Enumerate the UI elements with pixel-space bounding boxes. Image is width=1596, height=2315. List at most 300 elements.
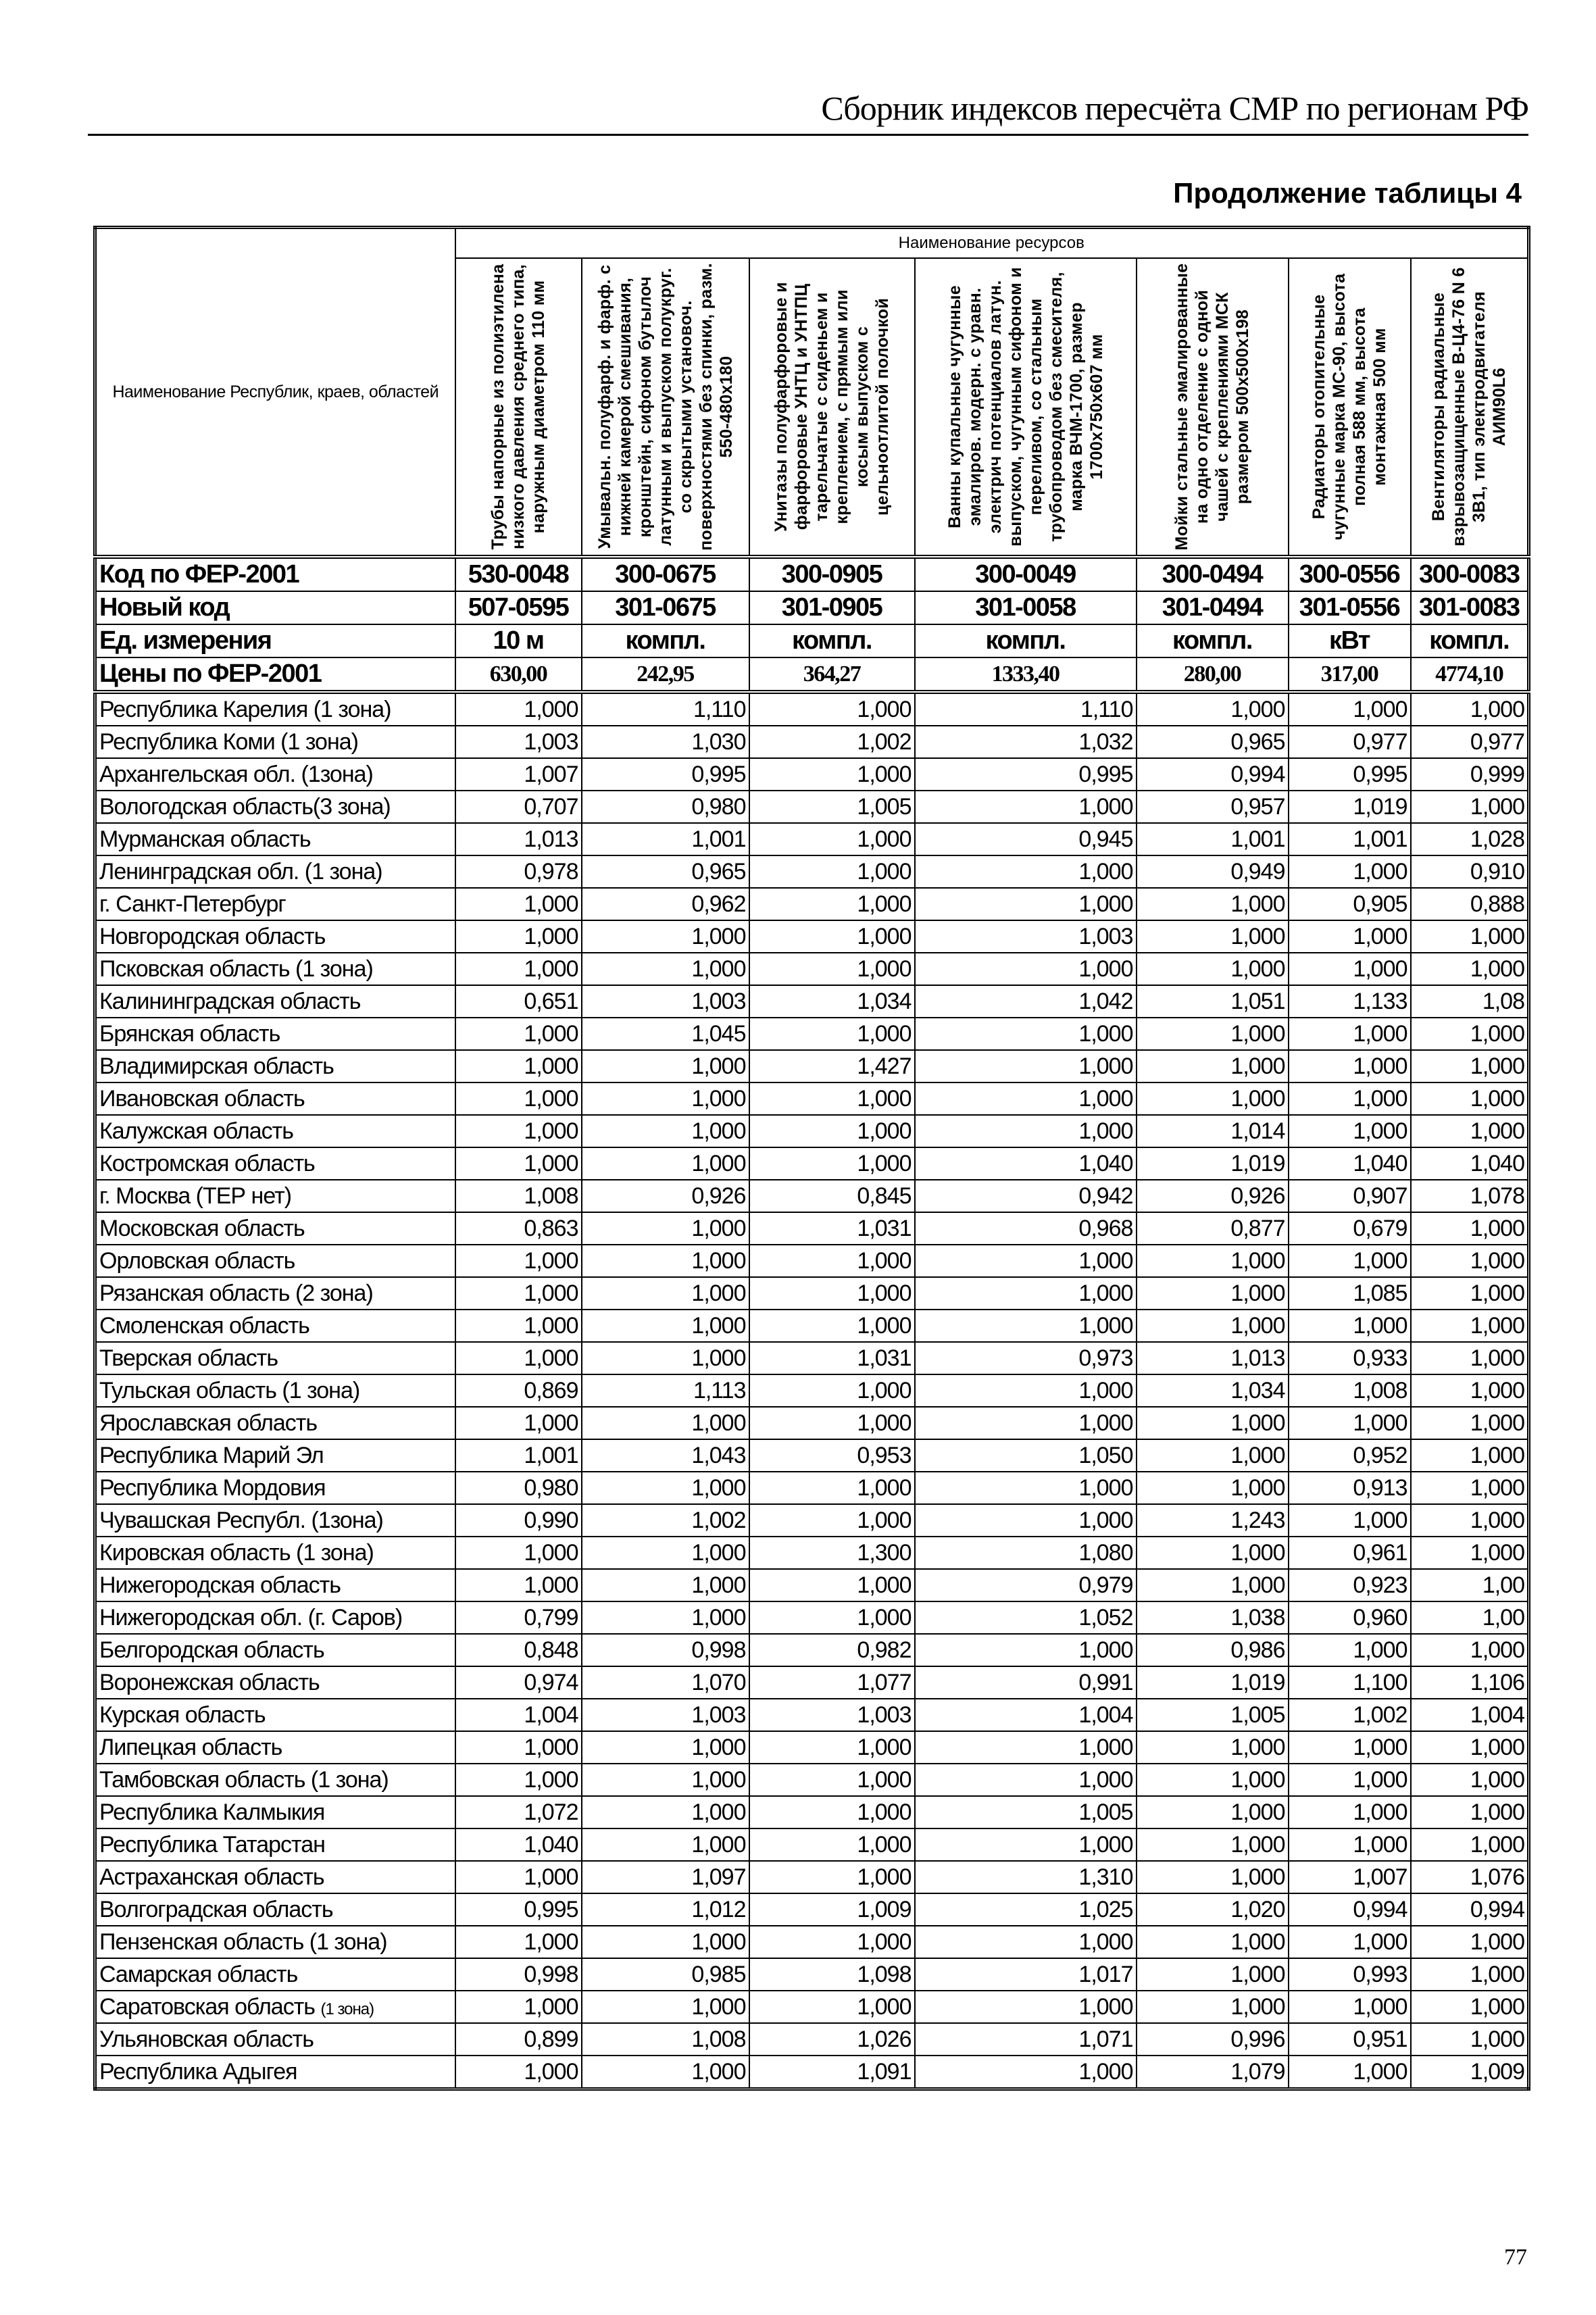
index-value-cell: 1,040	[1411, 1147, 1529, 1180]
region-name: Республика Мордовия	[99, 1474, 326, 1501]
index-value-cell: 1,001	[1289, 823, 1411, 855]
index-value-cell: 1,000	[455, 1991, 582, 2023]
index-value-cell: 1,000	[582, 1407, 749, 1439]
index-value-cell: 1,000	[1411, 1407, 1529, 1439]
index-value-cell: 1,000	[1411, 1212, 1529, 1245]
index-value-cell: 0,957	[1137, 791, 1289, 823]
index-value-cell: 1,009	[749, 1893, 915, 1926]
index-value-cell: 0,990	[455, 1504, 582, 1537]
running-title: Сборник индексов пересчёта СМР по регионам РФ	[88, 86, 1528, 136]
region-name-cell	[95, 953, 455, 985]
index-value-cell: 1,000	[749, 1569, 915, 1601]
region-name: Тульская область (1 зона)	[99, 1377, 360, 1403]
index-value-cell: 1,000	[749, 1245, 915, 1277]
index-value-cell: 1,019	[1137, 1666, 1289, 1699]
resource-name: Трубы напорные из полиэтилена низкого давления среднего типа, наружным диаметром 110 мм	[489, 264, 548, 550]
index-value-cell: 0,999	[1411, 758, 1529, 791]
index-value-cell: 1,000	[1411, 1050, 1529, 1082]
index-value-cell: 1,000	[915, 791, 1137, 823]
index-value-cell: 1,000	[749, 1147, 915, 1180]
index-value-cell: 1,072	[455, 1796, 582, 1828]
index-value-cell: 1,000	[582, 1277, 749, 1310]
table-row	[95, 920, 1529, 953]
index-value-cell: 1,000	[1289, 1050, 1411, 1082]
index-value-cell: 1,070	[582, 1666, 749, 1699]
index-value-cell: 1,000	[1289, 2056, 1411, 2089]
index-value-cell: 1,133	[1289, 985, 1411, 1018]
index-value-cell: 1,000	[455, 953, 582, 985]
index-value-cell: 1,004	[915, 1699, 1137, 1731]
index-value-cell: 1,000	[749, 1991, 915, 2023]
index-value-cell: 1,000	[582, 1245, 749, 1277]
region-name: Мурманская область	[99, 826, 311, 852]
index-value-cell: 1,000	[915, 2056, 1137, 2089]
resource-name: Умывальн. полуфарф. и фарф. с нижней камерой смешивания, кронштейн, сифоном бутылоч латунным и выпуском полукруг. со скрытыми установоч. поверхностями без спинки, разм. 550-480х180	[595, 263, 736, 551]
index-value-cell: 0,985	[582, 1958, 749, 1991]
index-value-cell: 1,000	[1411, 1828, 1529, 1861]
region-name: Новгородская область	[99, 923, 326, 949]
region-name: Республика Татарстан	[99, 1831, 325, 1858]
meta-value: 300-0083	[1411, 557, 1529, 591]
index-value-cell: 1,038	[1137, 1601, 1289, 1634]
region-zone-note: (1 зона)	[320, 1999, 374, 2018]
index-value-cell: 1,000	[455, 1082, 582, 1115]
index-value-cell: 1,000	[749, 1828, 915, 1861]
index-value-cell: 1,000	[1411, 1245, 1529, 1277]
resource-column-header	[749, 258, 915, 557]
table-row	[95, 1374, 1529, 1407]
index-value-cell: 1,110	[915, 692, 1137, 726]
index-value-cell: 1,113	[582, 1374, 749, 1407]
index-value-cell: 1,001	[582, 823, 749, 855]
index-value-cell: 1,000	[749, 1277, 915, 1310]
index-value-cell: 0,980	[582, 791, 749, 823]
region-name-cell	[95, 1991, 455, 2023]
index-value-cell: 0,926	[1137, 1180, 1289, 1212]
resource-name: Радиаторы отопительные чугунные марка МС-90, высота полная 588 мм, высота монтажная 500 мм	[1310, 273, 1389, 541]
region-name-cell	[95, 1504, 455, 1537]
index-value-cell: 1,000	[1137, 1731, 1289, 1764]
region-name: Калужская область	[99, 1118, 293, 1144]
meta-row-price	[95, 657, 1529, 692]
table-row	[95, 1018, 1529, 1050]
index-value-cell: 1,000	[1137, 1958, 1289, 1991]
region-name-cell	[95, 1666, 455, 1699]
resources-group-header: Наименование ресурсов	[455, 228, 1529, 259]
meta-value: 10 м	[455, 624, 582, 657]
meta-row-new-code	[95, 591, 1529, 624]
index-value-cell: 1,098	[749, 1958, 915, 1991]
region-name-cell	[95, 2023, 455, 2056]
index-value-cell: 0,995	[1289, 758, 1411, 791]
index-value-cell: 1,000	[1137, 1050, 1289, 1082]
meta-value: 300-0494	[1137, 557, 1289, 591]
index-value-cell: 0,977	[1411, 726, 1529, 758]
index-value-cell: 1,000	[915, 855, 1137, 888]
table-row	[95, 1277, 1529, 1310]
index-value-cell: 1,034	[749, 985, 915, 1018]
index-value-cell: 1,000	[1289, 1764, 1411, 1796]
resource-column-header	[582, 258, 749, 557]
index-value-cell: 1,007	[455, 758, 582, 791]
index-value-cell: 1,005	[1137, 1699, 1289, 1731]
index-value-cell: 0,905	[1289, 888, 1411, 920]
table-row	[95, 1245, 1529, 1277]
table-row	[95, 1180, 1529, 1212]
index-value-cell: 1,000	[749, 823, 915, 855]
index-value-cell: 1,000	[1411, 1764, 1529, 1796]
index-value-cell: 1,031	[749, 1342, 915, 1374]
index-value-cell: 1,000	[1411, 1731, 1529, 1764]
index-value-cell: 0,899	[455, 2023, 582, 2056]
index-value-cell: 1,000	[749, 1764, 915, 1796]
index-value-cell: 1,000	[1411, 692, 1529, 726]
index-value-cell: 1,050	[915, 1439, 1137, 1472]
index-value-cell: 1,076	[1411, 1861, 1529, 1893]
index-value-cell: 1,243	[1137, 1504, 1289, 1537]
index-value-cell: 1,000	[455, 1115, 582, 1147]
region-name: Волгоградская область	[99, 1896, 333, 1922]
region-name-cell	[95, 1828, 455, 1861]
index-value-cell: 1,000	[1137, 920, 1289, 953]
region-name: Республика Карелия (1 зона)	[99, 696, 391, 722]
index-value-cell: 1,000	[1137, 1018, 1289, 1050]
region-name-cell	[95, 1472, 455, 1504]
index-value-cell: 0,980	[455, 1472, 582, 1504]
index-value-cell: 1,08	[1411, 985, 1529, 1018]
index-value-cell: 1,000	[1411, 1634, 1529, 1666]
index-value-cell: 1,000	[915, 1764, 1137, 1796]
table-row	[95, 823, 1529, 855]
meta-value: кВт	[1289, 624, 1411, 657]
region-name: Смоленская область	[99, 1312, 309, 1339]
index-value-cell: 1,000	[455, 1569, 582, 1601]
region-name-cell	[95, 1180, 455, 1212]
index-value-cell: 1,000	[582, 1472, 749, 1504]
region-name: Владимирская область	[99, 1053, 334, 1079]
index-value-cell: 0,651	[455, 985, 582, 1018]
meta-value: 364,27	[749, 657, 915, 692]
index-value-cell: 1,310	[915, 1861, 1137, 1893]
table-row	[95, 1731, 1529, 1764]
region-name-cell	[95, 726, 455, 758]
table-row	[95, 1342, 1529, 1374]
index-value-cell: 1,000	[582, 1991, 749, 2023]
table-row	[95, 791, 1529, 823]
index-value-cell: 1,000	[582, 2056, 749, 2089]
table-row	[95, 1828, 1529, 1861]
index-value-cell: 1,00	[1411, 1569, 1529, 1601]
table-row	[95, 1472, 1529, 1504]
index-value-cell: 1,000	[1137, 1828, 1289, 1861]
index-value-cell: 1,001	[1137, 823, 1289, 855]
index-value-cell: 0,995	[455, 1893, 582, 1926]
index-value-cell: 1,009	[1411, 2056, 1529, 2089]
index-value-cell: 1,000	[749, 692, 915, 726]
table-row	[95, 1764, 1529, 1796]
index-value-cell: 0,945	[915, 823, 1137, 855]
region-name: Ивановская область	[99, 1085, 305, 1112]
index-value-cell: 1,000	[582, 1731, 749, 1764]
region-name: Кировская область (1 зона)	[99, 1539, 374, 1566]
index-value-cell: 1,000	[582, 1601, 749, 1634]
region-name-cell	[95, 1277, 455, 1310]
index-value-cell: 1,000	[1411, 1537, 1529, 1569]
index-value-cell: 1,000	[915, 953, 1137, 985]
index-value-cell: 1,080	[915, 1537, 1137, 1569]
resource-column-header	[915, 258, 1137, 557]
index-value-cell: 1,000	[1289, 855, 1411, 888]
index-value-cell: 1,000	[1289, 953, 1411, 985]
resource-name: Ванны купальные чугунные эмалиров. модерн. с уравн. электрич потенциалов латун. выпуском, чугунным сифоном и переливом, со стальным трубопроводом без смесителя, марка ВЧМ-1700, размер 1700х750х607 мм	[945, 267, 1106, 547]
region-name: г. Москва (ТЕР нет)	[99, 1183, 292, 1209]
index-value-cell: 0,968	[915, 1212, 1137, 1245]
index-value-cell: 1,000	[1289, 1310, 1411, 1342]
index-value-cell: 1,000	[749, 953, 915, 985]
index-value-cell: 1,003	[749, 1699, 915, 1731]
table-row	[95, 953, 1529, 985]
index-value-cell: 0,977	[1289, 726, 1411, 758]
table-row	[95, 1861, 1529, 1893]
index-value-cell: 0,933	[1289, 1342, 1411, 1374]
index-value-cell: 1,034	[1137, 1374, 1289, 1407]
table-row	[95, 888, 1529, 920]
index-value-cell: 0,995	[915, 758, 1137, 791]
index-value-cell: 1,000	[1411, 1439, 1529, 1472]
index-value-cell: 1,000	[1137, 888, 1289, 920]
index-value-cell: 1,045	[582, 1018, 749, 1050]
index-value-cell: 1,000	[582, 920, 749, 953]
index-value-cell: 1,000	[915, 1374, 1137, 1407]
index-value-cell: 1,000	[1411, 1926, 1529, 1958]
index-value-cell: 0,982	[749, 1634, 915, 1666]
index-value-cell: 1,000	[582, 1828, 749, 1861]
index-value-cell: 1,013	[1137, 1342, 1289, 1374]
index-value-cell: 1,000	[1411, 2023, 1529, 2056]
index-value-cell: 1,000	[1289, 1082, 1411, 1115]
table-row	[95, 2056, 1529, 2089]
index-value-cell: 1,000	[455, 1310, 582, 1342]
index-value-cell: 0,869	[455, 1374, 582, 1407]
index-value-cell: 1,003	[455, 726, 582, 758]
index-value-cell: 1,040	[915, 1147, 1137, 1180]
index-value-cell: 1,000	[1137, 1439, 1289, 1472]
index-value-cell: 1,000	[915, 1991, 1137, 2023]
index-value-cell: 1,000	[1411, 920, 1529, 953]
index-value-cell: 0,974	[455, 1666, 582, 1699]
index-value-cell: 1,000	[582, 1926, 749, 1958]
table-row	[95, 1601, 1529, 1634]
index-value-cell: 1,000	[1411, 791, 1529, 823]
region-name-cell	[95, 1407, 455, 1439]
index-value-cell: 1,000	[1411, 1504, 1529, 1537]
meta-label: Ед. измерения	[95, 624, 455, 657]
index-value-cell: 0,953	[749, 1439, 915, 1472]
index-value-cell: 1,300	[749, 1537, 915, 1569]
region-name-cell	[95, 1699, 455, 1731]
table-row	[95, 1893, 1529, 1926]
region-name: Нижегородская обл. (г. Саров)	[99, 1604, 403, 1631]
index-value-cell: 1,000	[915, 1926, 1137, 1958]
region-name: Курская область	[99, 1701, 266, 1728]
index-value-cell: 0,994	[1289, 1893, 1411, 1926]
regional-index-table	[93, 226, 1530, 2091]
index-value-cell: 1,000	[455, 1861, 582, 1893]
index-value-cell: 1,000	[749, 1796, 915, 1828]
index-value-cell: 0,979	[915, 1569, 1137, 1601]
region-name: Архангельская обл. (1зона)	[99, 761, 373, 787]
index-value-cell: 1,000	[1137, 1796, 1289, 1828]
index-value-cell: 1,000	[749, 920, 915, 953]
index-value-cell: 1,000	[749, 1731, 915, 1764]
index-value-cell: 1,017	[915, 1958, 1137, 1991]
region-name: Псковская область (1 зона)	[99, 955, 373, 982]
index-value-cell: 1,000	[455, 1926, 582, 1958]
region-name: Республика Калмыкия	[99, 1799, 325, 1825]
meta-value: 1333,40	[915, 657, 1137, 692]
region-name-cell	[95, 1893, 455, 1926]
index-value-cell: 1,000	[915, 1407, 1137, 1439]
index-value-cell: 1,079	[1137, 2056, 1289, 2089]
resource-column-header	[455, 258, 582, 557]
index-value-cell: 1,000	[1137, 1277, 1289, 1310]
table-continuation-title: Продолжение таблицы 4	[1173, 177, 1522, 209]
index-value-cell: 1,032	[915, 726, 1137, 758]
region-name: Вологодская область(3 зона)	[99, 793, 391, 820]
meta-value: 242,95	[582, 657, 749, 692]
meta-value: 507-0595	[455, 591, 582, 624]
region-name-cell	[95, 888, 455, 920]
region-name-cell	[95, 1018, 455, 1050]
index-value-cell: 1,000	[582, 1310, 749, 1342]
index-value-cell: 1,085	[1289, 1277, 1411, 1310]
index-value-cell: 0,998	[582, 1634, 749, 1666]
index-value-cell: 1,043	[582, 1439, 749, 1472]
index-value-cell: 1,000	[1289, 1991, 1411, 2023]
index-value-cell: 0,926	[582, 1180, 749, 1212]
meta-row-code	[95, 557, 1529, 591]
table-row	[95, 1537, 1529, 1569]
index-value-cell: 1,000	[1137, 1407, 1289, 1439]
index-value-cell: 1,000	[582, 1537, 749, 1569]
table-row	[95, 1504, 1529, 1537]
table-row	[95, 1796, 1529, 1828]
index-value-cell: 1,000	[749, 1472, 915, 1504]
meta-value: компл.	[1411, 624, 1529, 657]
index-value-cell: 1,000	[749, 1115, 915, 1147]
index-value-cell: 1,000	[455, 1147, 582, 1180]
region-name: Ленинградская обл. (1 зона)	[99, 858, 382, 885]
region-name-cell	[95, 1764, 455, 1796]
region-name-cell	[95, 2056, 455, 2089]
index-value-cell: 1,000	[1137, 953, 1289, 985]
index-value-cell: 1,000	[1411, 1374, 1529, 1407]
index-value-cell: 1,000	[582, 1050, 749, 1082]
index-value-cell: 1,003	[582, 985, 749, 1018]
index-value-cell: 1,000	[1411, 1342, 1529, 1374]
index-value-cell: 1,028	[1411, 823, 1529, 855]
region-name-cell	[95, 1861, 455, 1893]
table-row	[95, 1082, 1529, 1115]
meta-label: Цены по ФЕР-2001	[95, 657, 455, 692]
index-value-cell: 1,000	[915, 1472, 1137, 1504]
index-value-cell: 0,952	[1289, 1439, 1411, 1472]
index-value-cell: 1,000	[1411, 1018, 1529, 1050]
index-value-cell: 0,949	[1137, 855, 1289, 888]
region-name-cell	[95, 823, 455, 855]
index-value-cell: 1,000	[455, 2056, 582, 2089]
meta-value: компл.	[915, 624, 1137, 657]
index-value-cell: 1,000	[915, 1828, 1137, 1861]
index-value-cell: 1,000	[915, 1504, 1137, 1537]
region-name: Воронежская область	[99, 1669, 320, 1695]
index-value-cell: 1,000	[1289, 1828, 1411, 1861]
index-value-cell: 1,000	[915, 1634, 1137, 1666]
index-value-cell: 0,848	[455, 1634, 582, 1666]
resource-name: Вентиляторы радиальные взрывозащищенные В-Ц4-76 N 6 3В1, тип электродвигателя АИМ90L6	[1429, 267, 1510, 547]
index-value-cell: 1,052	[915, 1601, 1137, 1634]
index-value-cell: 0,960	[1289, 1601, 1411, 1634]
index-value-cell: 1,000	[915, 1050, 1137, 1082]
region-name-cell	[95, 1245, 455, 1277]
region-name: Саратовская область	[99, 1993, 315, 2020]
region-name-cell	[95, 855, 455, 888]
table-row	[95, 1634, 1529, 1666]
region-name: Костромская область	[99, 1150, 315, 1176]
index-value-cell: 1,000	[915, 1245, 1137, 1277]
meta-value: компл.	[582, 624, 749, 657]
index-value-cell: 1,000	[1411, 1310, 1529, 1342]
index-value-cell: 1,000	[582, 1569, 749, 1601]
region-name-cell	[95, 758, 455, 791]
index-value-cell: 1,000	[749, 888, 915, 920]
region-name-cell	[95, 1115, 455, 1147]
index-value-cell: 1,106	[1411, 1666, 1529, 1699]
index-value-cell: 1,000	[455, 1537, 582, 1569]
index-value-cell: 1,000	[1411, 1958, 1529, 1991]
index-value-cell: 1,000	[1411, 1115, 1529, 1147]
index-value-cell: 0,994	[1137, 758, 1289, 791]
index-value-cell: 1,030	[582, 726, 749, 758]
meta-value: 301-0058	[915, 591, 1137, 624]
region-name-cell	[95, 1926, 455, 1958]
index-value-cell: 1,014	[1137, 1115, 1289, 1147]
region-name-cell	[95, 1342, 455, 1374]
region-name: Астраханская область	[99, 1864, 324, 1890]
index-value-cell: 1,000	[915, 1277, 1137, 1310]
index-value-cell: 0,863	[455, 1212, 582, 1245]
meta-value: 301-0494	[1137, 591, 1289, 624]
meta-row-unit	[95, 624, 1529, 657]
index-value-cell: 1,007	[1289, 1861, 1411, 1893]
table-row	[95, 1926, 1529, 1958]
index-value-cell: 1,000	[1289, 1926, 1411, 1958]
index-value-cell: 1,000	[915, 1082, 1137, 1115]
index-value-cell: 0,799	[455, 1601, 582, 1634]
region-name: Рязанская область (2 зона)	[99, 1280, 373, 1306]
region-name: Нижегородская область	[99, 1572, 341, 1598]
table-row	[95, 758, 1529, 791]
index-value-cell: 1,000	[1289, 1796, 1411, 1828]
index-value-cell: 1,000	[1411, 1472, 1529, 1504]
resource-name: Унитазы полуфарфоровые и фарфоровые УНТЦ и УНТПЦ тарельчатые с сиденьем и креплением, с прямым или косым выпуском с цельноотлитой полочкой	[772, 282, 892, 532]
index-value-cell: 0,986	[1137, 1634, 1289, 1666]
region-name-cell	[95, 791, 455, 823]
region-name: Калининградская область	[99, 988, 361, 1014]
region-name: Тверская область	[99, 1345, 278, 1371]
meta-value: 301-0905	[749, 591, 915, 624]
index-value-cell: 1,000	[582, 1796, 749, 1828]
